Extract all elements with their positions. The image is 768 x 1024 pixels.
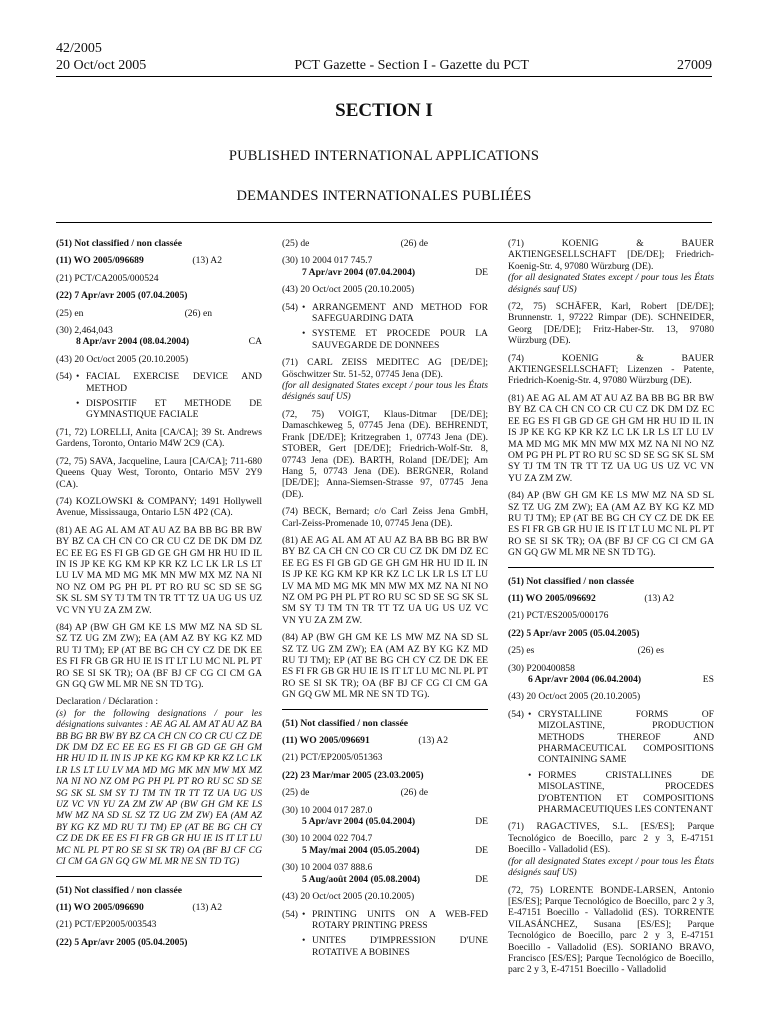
- priority-country: DE: [475, 266, 488, 278]
- applicant-note: (for all designated States except / pour tous les États désignés sauf US): [508, 272, 714, 295]
- applicant-inventor: (71, 72) LORELLI, Anita [CA/CA]; 39 St. Andrews Gardens, Toronto, Ontario M4W 2C9 (CA).: [56, 426, 262, 450]
- kind-code: (13) A2: [192, 901, 222, 913]
- priority-country: DE: [475, 816, 488, 828]
- title-en: CRYSTALLINE FORMS OF MIZOLASTINE, PRODUCTION METHODS THEREOF AND PHARMACEUTICAL COMPOSITIONS CONTAINING SAME: [538, 708, 714, 766]
- publication-date: (43) 20 Oct/oct 2005 (20.10.2005): [508, 691, 641, 703]
- bullet-icon: •: [76, 398, 80, 410]
- priority-number: (30) 10 2004 017 287.0: [282, 804, 373, 816]
- publication-language: (26) es: [637, 645, 664, 657]
- filing-language: (25) en: [56, 307, 84, 319]
- priority-number: (30) 2,464,043: [56, 325, 113, 337]
- issue-number: 42/2005: [56, 41, 102, 56]
- inventors: (72, 75) VOIGT, Klaus-Ditmar [DE/DE]; Damaschkeweg 5, 07745 Jena (DE). BEHRENDT, Frank [DE/DE]; Kritzegraben 1, 07743 Jena (DE). STOBER, Gert [DE/DE]; Friedrich-Wolf-Str. 8, 07743 Jena (DE). BARTH, Roland [DE/DE]; Am Hang 5, 07743 Jena (DE). BERGNER, Roland [DE/DE]; Anna-Siemsen-Strasse 97, 07745 Jena (DE).: [282, 408, 488, 500]
- priority-date: 5 May/mai 2004 (05.05.2004): [302, 844, 420, 856]
- classification: (51) Not classified / non classée: [282, 717, 409, 729]
- section-title: SECTION I: [335, 100, 433, 121]
- application-number: (21) PCT/CA2005/000524: [56, 272, 159, 284]
- title-en: FACIAL EXERCISE DEVICE AND METHOD: [86, 371, 262, 394]
- publication-date: (43) 20 Oct/oct 2005 (20.10.2005): [282, 891, 415, 903]
- agent: (74) KOZLOWSKI & COMPANY; 1491 Hollywell Avenue, Mississauga, Ontario L5N 4P2 (CA).: [56, 495, 262, 519]
- applicant: (71) RAGACTIVES, S.L. [ES/ES]; Parque Tecnológico de Boecillo, parc 2 y 3, E-47151 Boecillo - Valladolid (ES).: [508, 821, 714, 856]
- agent: (74) KOENIG & BAUER AKTIENGESELLSCHAFT; Lizenzen - Patente, Friedrich-Koenig-Str. 4, 97080 Würzburg (DE).: [508, 352, 714, 387]
- section-subtitle-fr: DEMANDES INTERNATIONALES PUBLIÉES: [236, 188, 532, 204]
- priority-country: DE: [475, 844, 488, 856]
- priority-date: 5 Aug/août 2004 (05.08.2004): [302, 873, 421, 885]
- entry-separator: [56, 876, 262, 877]
- priority-number: (30) 10 2004 022 704.7: [282, 833, 373, 845]
- filing-date: (22) 7 Apr/avr 2005 (07.04.2005): [56, 290, 188, 302]
- designated-states: (81) AE AG AL AM AT AU AZ BA BB BG BR BW BY BZ CA CH CN CO CR CU CZ DE DK DM DZ EC EE EG ES FI GB GD GE GH GM HR HU ID IL IN IS JP KE KG KM KP KR KZ LC LK LR LS LT LU LV MA MD MG MK MN MW MX MZ NA NI NO NZ OM PG PH PL PT RO RU SC SD SE SG SK SL SM SY TJ TM TN TR TT TZ UA UG US UZ VC VN YU ZA ZM ZW.: [56, 524, 262, 616]
- publication-number: (11) WO 2005/096689: [56, 255, 144, 267]
- application-number: (21) PCT/ES2005/000176: [508, 610, 609, 622]
- entry-separator: [508, 567, 714, 568]
- title-en: ARRANGEMENT AND METHOD FOR SAFEGUARDING DATA: [312, 301, 488, 325]
- title-code: (54): [282, 908, 298, 920]
- gazette-title: PCT Gazette - Section I - Gazette du PCT: [294, 58, 529, 73]
- issue-date: 20 Oct/oct 2005: [56, 58, 147, 73]
- publication-language: (26) de: [400, 787, 428, 799]
- kind-code: (13) A2: [418, 735, 448, 747]
- publication-number: (11) WO 2005/096691: [282, 735, 370, 747]
- publication-number: (11) WO 2005/096690: [56, 901, 144, 913]
- filing-language: (25) de: [282, 787, 310, 799]
- publication-number: (11) WO 2005/096692: [508, 592, 596, 604]
- applicant-note: (for all designated States except / pour tous les États désignés sauf US): [508, 855, 714, 879]
- priority-date: 5 Apr/avr 2004 (05.04.2004): [302, 816, 416, 828]
- publication-date: (43) 20 Oct/oct 2005 (20.10.2005): [282, 284, 415, 296]
- filing-date: (22) 5 Apr/avr 2005 (05.04.2005): [508, 627, 640, 639]
- filing-date: (22) 5 Apr/avr 2005 (05.04.2005): [56, 936, 188, 948]
- application-number: (21) PCT/EP2005/051363: [282, 752, 383, 764]
- bullet-icon: •: [302, 301, 306, 313]
- bullet-icon: •: [528, 708, 532, 720]
- title-code: (54): [56, 371, 72, 383]
- application-number: (21) PCT/EP2005/003543: [56, 919, 157, 931]
- designated-states: (81) AE AG AL AM AT AU AZ BA BB BG BR BW BY BZ CA CH CN CO CR CU CZ DK DM DZ EC EE EG ES FI GB GD GE GH GM HR HU ID IL IN IS JP KE KG KP KR KZ LC LK LR LS LT LU LV MA MD MG MK MN MW MX MZ NA NI NO NZ OM PG PH PL PT RO RU SC SD SE SG SK SL SM SY TJ TM TN TR TT TZ UA UG US UZ VC VN YU ZA ZM ZW.: [508, 392, 714, 484]
- column-2: [282, 238, 488, 1024]
- publication-date: (43) 20 Oct/oct 2005 (20.10.2005): [56, 353, 189, 365]
- priority-date: 7 Apr/avr 2004 (07.04.2004): [302, 266, 416, 278]
- priority-number: (30) P200400858: [508, 662, 575, 674]
- declaration-label: Declaration / Déclaration :: [56, 696, 159, 708]
- inventors: (72, 75) SCHÄFER, Karl, Robert [DE/DE]; Brunnenstr. 1, 97222 Rimpar (DE). SCHNEIDER, Georg [DE/DE]; Fritz-Haber-Str. 13, 97080 Würzburg (DE).: [508, 301, 714, 347]
- filing-language: (25) es: [508, 645, 535, 657]
- designated-states: (81) AE AG AL AM AT AU AZ BA BB BG BR BW BY BZ CA CH CN CO CR CU CZ DK DM DZ EC EE EG ES FI GB GD GE GH GM HR HU ID IL IN IS JP KE KG KM KP KR KZ LC LK LR LS LT LU LV MA MD MG MK MN MW MX MZ NA NI NO NZ OM PG PH PL PT RO RU SC SD SE SG SK SL SM SY TJ TM TN TR TT TZ UA UG US UZ VC VN YU ZA ZM ZW.: [282, 534, 488, 626]
- title-code: (54): [282, 301, 298, 313]
- kind-code: (13) A2: [192, 255, 222, 267]
- regional-states: (84) AP (BW GH GM KE LS MW MZ NA SD SL SZ TZ UG ZM ZW); EA (AM AZ BY KG KZ MD RU TJ TM); EP (AT BE BG CH CY CZ DE DK EE ES FI FR GB GR HU IE IS IT LT LU MC NL PL PT RO SE SI SK TR); OA (BF BJ CF CG CI CM GA GN GQ GW ML MR NE SN TD TG).: [508, 490, 714, 559]
- inventors: (72, 75) SAVA, Jacqueline, Laura [CA/CA]; 711-680 Queens Quay West, Toronto, Ontario M5V 2Y9 (CA).: [56, 455, 262, 490]
- bullet-icon: •: [76, 371, 80, 383]
- header-rule: [56, 76, 712, 77]
- column-3: [508, 238, 714, 1024]
- classification: (51) Not classified / non classée: [56, 238, 183, 249]
- section-subtitle-en: PUBLISHED INTERNATIONAL APPLICATIONS: [228, 148, 540, 164]
- agent: (74) BECK, Bernard; c/o Carl Zeiss Jena GmbH, Carl-Zeiss-Promenade 10, 07745 Jena (DE).: [282, 506, 488, 529]
- bullet-icon: •: [302, 935, 306, 947]
- entry-separator: [282, 709, 488, 710]
- title-fr: SYSTEME ET PROCEDE POUR LA SAUVEGARDE DE DONNEES: [312, 328, 488, 351]
- title-fr: FORMES CRISTALLINES DE MISOLASTINE, PROCEDES D'OBTENTION ET COMPOSITIONS PHARMACEUTIQUES LES CONTENANT: [538, 769, 714, 816]
- publication-language: (26) en: [184, 307, 212, 319]
- regional-states: (84) AP (BW GH GM KE LS MW MZ NA SD SL SZ TZ UG ZM ZW); EA (AM AZ BY KG KZ MD RU TJ TM); EP (AT BE BG CH CY CZ DE DK EE ES FI FR GB GR HU IE IS IT LT LU MC NL PL PT RO SE SI SK TR); OA (BF BJ CF CG CI CM GA GN GQ GW ML MR NE SN TD TG).: [56, 621, 262, 690]
- applicant: (71) CARL ZEISS MEDITEC AG [DE/DE]; Göschwitzer Str. 51-52, 07745 Jena (DE).: [282, 357, 488, 380]
- priority-number: (30) 10 2004 017 745.7: [282, 255, 373, 267]
- priority-date: 8 Apr/avr 2004 (08.04.2004): [76, 336, 190, 348]
- bullet-icon: •: [528, 769, 532, 781]
- priority-country: ES: [702, 674, 714, 685]
- page-header: [56, 40, 712, 74]
- classification: (51) Not classified / non classée: [56, 884, 183, 896]
- filing-date: (22) 23 Mar/mar 2005 (23.03.2005): [282, 769, 424, 781]
- applicant-note: (for all designated States except / pour tous les États désignés sauf US): [282, 380, 488, 403]
- title-fr: UNITES D'IMPRESSION D'UNE ROTATIVE A BOBINES: [312, 935, 488, 958]
- priority-date: 6 Apr/avr 2004 (06.04.2004): [528, 674, 642, 685]
- bullet-icon: •: [302, 908, 306, 920]
- filing-language: (25) de: [282, 238, 310, 249]
- title-fr: DISPOSITIF ET METHODE DE GYMNASTIQUE FACIALE: [86, 398, 262, 421]
- page-number: 27009: [676, 58, 712, 73]
- declaration-text: (s) for the following designations / pour les désignations suivantes : AE AG AL AM AT AU AZ BA BB BG BR BW BY BZ CA CH CN CO CR CU CZ DE DK DM DZ EC EE EG ES FI GB GD GE GH GM HR HU ID IL IN IS JP KE KG KM KP KR KZ LC LK LR LS LT LU LV MA MD MG MK MN MW MX MZ NA NI NO NZ OM PG PH PL PT RO RU SC SD SE SG SK SL SM SY TJ TM TN TR TT TZ UA UG US UZ VC VN YU ZA ZM ZW AP (BW GH GM KE LS MW MZ NA SD SL SZ TZ UG ZM ZW) EA (AM AZ BY KG KZ MD RU TJ TM) EP (AT BE BG CH CY CZ DE DK EE ES FI FR GB GR HU IE IS IT LT LU MC NL PL PT RO SE SI SK TR) OA (BF BJ CF CG CI CM GA GN GQ GW ML MR NE SN TD TG): [56, 707, 262, 868]
- classification: (51) Not classified / non classée: [508, 575, 635, 587]
- priority-country: CA: [248, 336, 262, 348]
- priority-country: DE: [475, 873, 488, 885]
- section-rule: [56, 222, 712, 223]
- inventors: (72, 75) LORENTE BONDE-LARSEN, Antonio [ES/ES]; Parque Tecnológico de Boecillo, parc 2 y 3, E-47151 Boecillo - Valladolid (ES). TORRENTE VILASÁNCHEZ, Susana [ES/ES]; Parque Tecnológico de Boecillo, parc 2 y 3, E-47151 Boecillo - Valladolid (ES). SORIANO BRAVO, Francisco [ES/ES]; Parque Tecnológico de Boecillo, parc 2 y 3, E-47151 Boecillo - Valladolid: [508, 884, 714, 976]
- publication-language: (26) de: [400, 238, 428, 249]
- regional-states: (84) AP (BW GH GM KE LS MW MZ NA SD SL SZ TZ UG ZM ZW); EA (AM AZ BY KG KZ MD RU TJ TM); EP (AT BE BG CH CY CZ DE DK EE ES FI FR GB GR HU IE IS IT LT LU MC NL PL PT RO SE SI SK TR); OA (BF BJ CF CG CI CM GA GN GQ GW ML MR NE SN TD TG).: [282, 632, 488, 701]
- title-code: (54): [508, 708, 524, 720]
- kind-code: (13) A2: [644, 592, 674, 604]
- column-1: [56, 238, 262, 1024]
- bullet-icon: •: [302, 328, 306, 340]
- title-en: PRINTING UNITS ON A WEB-FED ROTARY PRINTING PRESS: [312, 908, 488, 931]
- priority-number: (30) 10 2004 037 888.6: [282, 862, 373, 874]
- applicant: (71) KOENIG & BAUER AKTIENGESELLSCHAFT [DE/DE]; Friedrich-Koenig-Str. 4, 97080 Würzburg (DE).: [508, 238, 714, 272]
